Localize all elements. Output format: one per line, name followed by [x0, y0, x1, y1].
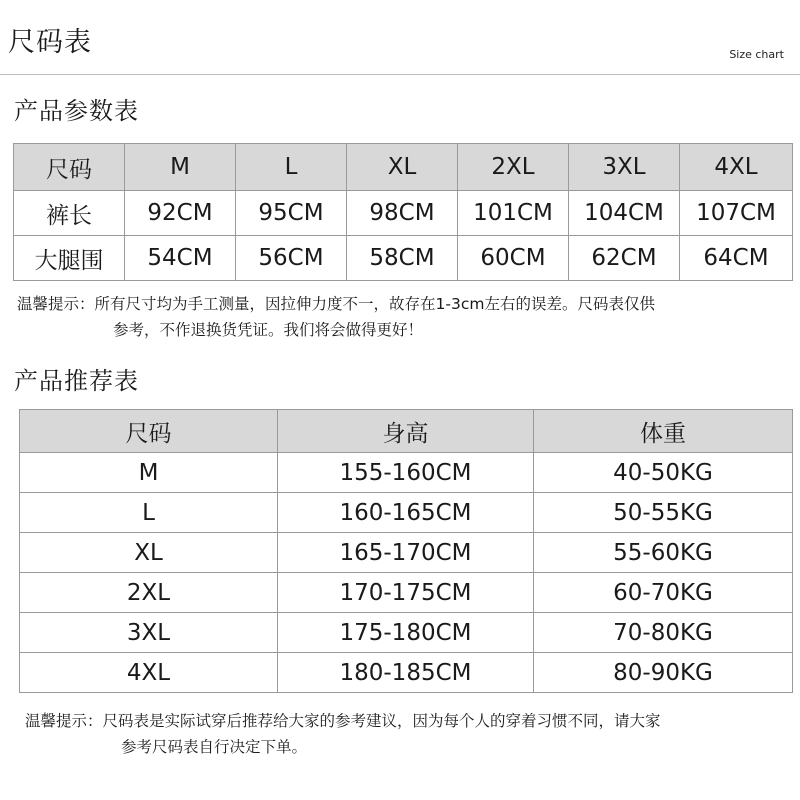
table-row [20, 453, 793, 493]
params-section-title: 产品参数表 [14, 97, 139, 125]
page-header [0, 0, 800, 75]
params-header-cell: 尺码 [14, 144, 125, 191]
params-header-row [14, 144, 793, 191]
table-cell: 101CM [458, 191, 569, 236]
table-cell: 60CM [458, 236, 569, 281]
table-row [20, 613, 793, 653]
table-cell: 60-70KG [534, 573, 793, 613]
params-header-cell: 4XL [680, 144, 793, 191]
recommend-header-cell: 尺码 [20, 410, 278, 453]
params-note-line: 参考，不作退换货凭证。我们将会做得更好！ [113, 321, 424, 339]
params-header-cell: 2XL [458, 144, 569, 191]
table-cell: 170-175CM [278, 573, 534, 613]
table-cell: 55-60KG [534, 533, 793, 573]
table-cell: 2XL [20, 573, 278, 613]
table-cell: 62CM [569, 236, 680, 281]
page-subtitle: Size chart [729, 48, 784, 61]
table-cell: 54CM [125, 236, 236, 281]
table-cell: 98CM [347, 191, 458, 236]
table-cell: 160-165CM [278, 493, 534, 533]
params-header-cell: XL [347, 144, 458, 191]
table-cell: 104CM [569, 191, 680, 236]
params-table [13, 143, 793, 281]
table-cell: 80-90KG [534, 653, 793, 693]
params-header-cell: L [236, 144, 347, 191]
table-cell: 40-50KG [534, 453, 793, 493]
table-row [20, 493, 793, 533]
table-cell: 4XL [20, 653, 278, 693]
recommend-header-cell: 体重 [534, 410, 793, 453]
table-row [20, 573, 793, 613]
table-cell: 92CM [125, 191, 236, 236]
table-cell: 58CM [347, 236, 458, 281]
params-note-line: 温馨提示：所有尺寸均为手工测量，因拉伸力度不一，故存在1-3cm左右的误差。尺码表仅供 [17, 295, 655, 313]
table-cell: 裤长 [14, 191, 125, 236]
recommend-table [19, 409, 793, 693]
table-cell: 3XL [20, 613, 278, 653]
recommend-section-title: 产品推荐表 [14, 367, 139, 395]
recommend-header-cell: 身高 [278, 410, 534, 453]
table-cell: XL [20, 533, 278, 573]
table-cell: 165-170CM [278, 533, 534, 573]
table-cell: 107CM [680, 191, 793, 236]
page-title: 尺码表 [8, 27, 92, 58]
table-cell: 155-160CM [278, 453, 534, 493]
params-header-cell: 3XL [569, 144, 680, 191]
recommend-note-line: 参考尺码表自行决定下单。 [121, 738, 308, 756]
table-cell: 70-80KG [534, 613, 793, 653]
recommend-header-row [20, 410, 793, 453]
table-row [14, 236, 793, 281]
table-row [20, 533, 793, 573]
table-cell: 180-185CM [278, 653, 534, 693]
table-cell: 95CM [236, 191, 347, 236]
recommend-note [25, 708, 795, 760]
table-cell: L [20, 493, 278, 533]
table-cell: 175-180CM [278, 613, 534, 653]
table-row [14, 191, 793, 236]
table-cell: M [20, 453, 278, 493]
table-row [20, 653, 793, 693]
table-cell: 50-55KG [534, 493, 793, 533]
params-note [17, 291, 792, 343]
table-cell: 64CM [680, 236, 793, 281]
table-cell: 大腿围 [14, 236, 125, 281]
params-header-cell: M [125, 144, 236, 191]
recommend-note-line: 温馨提示：尺码表是实际试穿后推荐给大家的参考建议，因为每个人的穿着习惯不同，请大家 [25, 712, 661, 730]
table-cell: 56CM [236, 236, 347, 281]
